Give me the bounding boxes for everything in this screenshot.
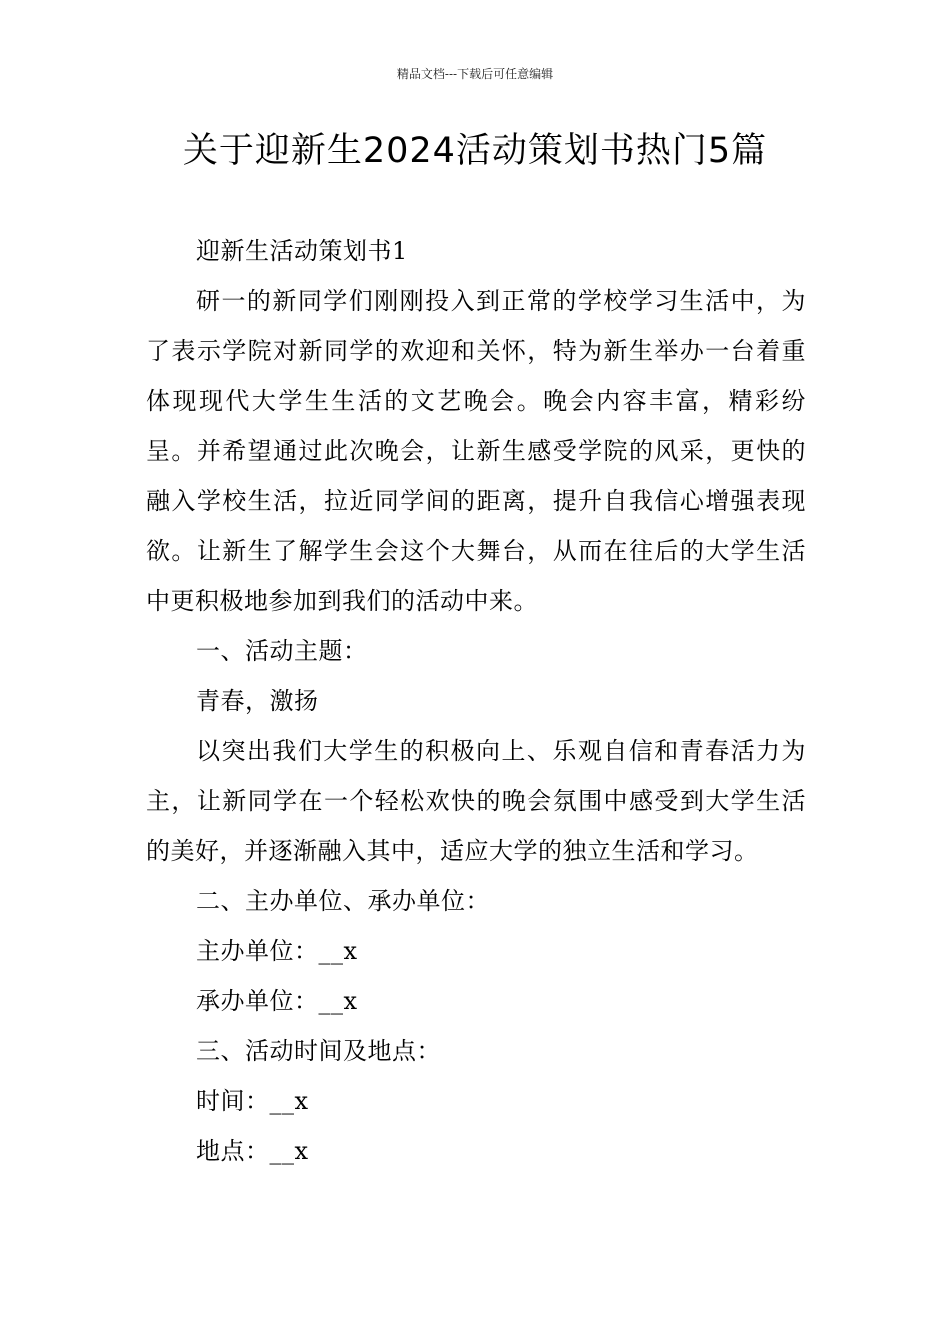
section-heading: 一、活动主题： <box>196 637 368 665</box>
body-line: 地点：__x <box>196 1137 309 1165</box>
body-paragraph: 以突出我们大学生的积极向上、乐观自信和青春活力为主，让新同学在一个轻松欢快的晚会氛围中感受到大学生活的美好，并逐渐融入其中，适应大学的独立生活和学习。 <box>146 737 806 865</box>
body-line: 主办单位：__x <box>196 937 358 965</box>
body-line: 时间：__x <box>196 1087 309 1115</box>
document-title: 关于迎新生2024活动策划书热门5篇 <box>182 131 768 171</box>
document-body <box>146 226 806 1176</box>
section-heading: 二、主办单位、承办单位： <box>196 887 490 915</box>
body-line: 青春，激扬 <box>196 687 319 715</box>
section-heading: 迎新生活动策划书1 <box>196 237 408 265</box>
section-heading: 三、活动时间及地点： <box>196 1037 441 1065</box>
body-paragraph: 研一的新同学们刚刚投入到正常的学校学习生活中，为了表示学院对新同学的欢迎和关怀，特为新生举办一台着重体现现代大学生生活的文艺晚会。晚会内容丰富，精彩纷呈。并希望通过此次晚会，让新生感受学院的风采，更快的融入学校生活，拉近同学间的距离，提升自我信心增强表现欲。让新生了解学生会这个大舞台，从而在往后的大学生活中更积极地参加到我们的活动中来。 <box>146 287 806 615</box>
body-line: 承办单位：__x <box>196 987 358 1015</box>
header-note: 精品文档---下载后可任意编辑 <box>396 67 554 81</box>
